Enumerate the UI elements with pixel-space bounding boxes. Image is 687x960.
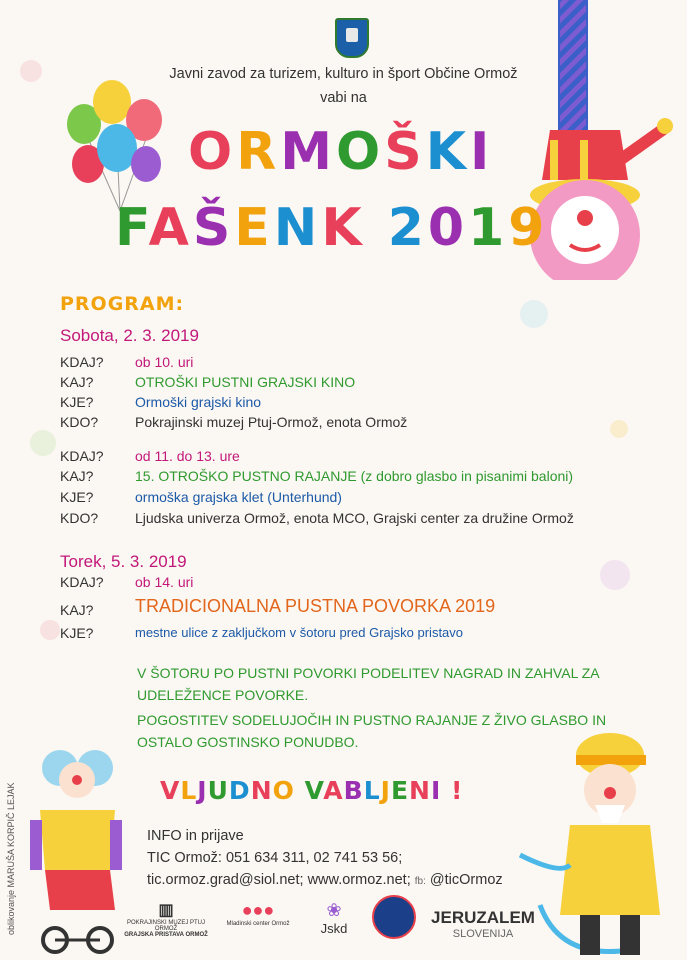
- title-letter: O: [336, 122, 385, 182]
- jeruzalem-logo: [428, 908, 538, 940]
- welcome-letter: [295, 776, 305, 805]
- info-email-web[interactable]: tic.ormoz.grad@siol.net; www.ormoz.net;: [147, 872, 411, 888]
- event1-what-value: OTROŠKI PUSTNI GRAJSKI KINO: [135, 374, 356, 390]
- fire-brigade-emblem-icon: [372, 895, 416, 939]
- welcome-letter: !: [450, 776, 464, 805]
- title-letter: R: [236, 122, 281, 182]
- info-phone: TIC Ormož: 051 634 311, 02 741 53 56;: [147, 850, 403, 866]
- balloons-illustration: [62, 76, 172, 216]
- title-letter: F: [115, 198, 149, 258]
- confetti-decoration: [520, 300, 548, 328]
- welcome-letter: V: [304, 776, 324, 805]
- invites-line: vabi na: [320, 90, 367, 106]
- event2-where-label: KJE?: [60, 489, 94, 505]
- welcome-letter: L: [180, 776, 198, 805]
- title-letter: 9: [508, 198, 549, 258]
- welcome-letter: J: [380, 776, 391, 805]
- parade-what-value: TRADICIONALNA PUSTNA POVORKA 2019: [135, 596, 496, 616]
- note-line-4: OSTALO GOSTINSKO PONUDBO.: [137, 734, 359, 750]
- title-letter: 2: [387, 198, 428, 258]
- note-line-1: V ŠOTORU PO PUSTNI POVORKI PODELITEV NAGRAD IN ZAHVAL ZA: [137, 665, 600, 681]
- day2-heading: Torek, 5. 3. 2019: [60, 552, 187, 571]
- event2-what-value: 15. OTROŠKO PUSTNO RAJANJE (z dobro glasbo in pisanimi baloni): [135, 468, 574, 484]
- mco-label: Mladinski center Ormož: [226, 921, 290, 927]
- title-letter: N: [273, 198, 322, 258]
- title-line-1: [188, 122, 493, 182]
- program-heading: PROGRAM:: [60, 293, 185, 315]
- welcome-letter: O: [272, 776, 295, 805]
- welcome-letter: U: [207, 776, 229, 805]
- jeruzalem-label: JERUZALEM: [431, 908, 535, 927]
- title-letter: E: [234, 198, 274, 258]
- municipality-crest-icon: [335, 18, 369, 58]
- title-letter: K: [321, 198, 366, 258]
- event1-where-label: KJE?: [60, 394, 94, 410]
- jskd-mark-icon: ❀: [326, 900, 342, 920]
- welcome-letter: N: [250, 776, 273, 805]
- welcome-letter: [441, 776, 451, 805]
- museum-mark-icon: ▥: [158, 902, 174, 919]
- title-letter: 0: [427, 198, 469, 258]
- event1-what-label: KAJ?: [60, 374, 94, 390]
- event2-who-value: Ljudska univerza Ormož, enota MCO, Grajski center za družine Ormož: [135, 510, 574, 526]
- event1-when-value: ob 10. uri: [135, 354, 194, 370]
- slovenija-label: SLOVENIJA: [452, 928, 514, 940]
- note-line-3: POGOSTITEV SODELUJOČIH IN PUSTNO RAJANJE Z ŽIVO GLASBO IN: [137, 712, 607, 728]
- parade-when-value: ob 14. uri: [135, 574, 194, 590]
- confetti-decoration: [30, 430, 56, 456]
- designer-credit: oblikovanje MARUŠA KORPIČ LEJAK: [6, 782, 16, 935]
- info-contacts: [147, 872, 503, 888]
- title-letter: A: [148, 198, 193, 258]
- welcome-letter: N: [409, 776, 431, 805]
- event2-who-label: KDO?: [60, 510, 99, 526]
- title-line-2: [115, 198, 548, 258]
- facebook-label: fb:: [414, 876, 426, 887]
- cyclist-clown-illustration: [20, 740, 130, 960]
- museum-line-2: GRAJSKA PRISTAVA ORMOŽ: [124, 932, 208, 938]
- parade-where-value: mestne ulice z zaključkom v šotoru pred Grajsko pristavo: [135, 625, 464, 640]
- organizer-line: Javni zavod za turizem, kulturo in šport Občine Ormož: [169, 66, 518, 82]
- info-heading: INFO in prijave: [147, 828, 244, 844]
- jskd-label: Jskd: [320, 921, 348, 936]
- mco-mark-icon: ●●●: [241, 900, 275, 920]
- welcome-letter: B: [343, 776, 364, 805]
- parade-where-label: KJE?: [60, 625, 94, 641]
- confetti-decoration: [600, 560, 630, 590]
- welcome-letter: E: [390, 776, 410, 805]
- event1-when-label: KDAJ?: [60, 354, 104, 370]
- event2-when-label: KDAJ?: [60, 448, 104, 464]
- note-line-2: UDELEŽENCE POVORKE.: [137, 687, 309, 703]
- museum-line-1: POKRAJINSKI MUZEJ PTUJ ORMOŽ: [126, 920, 205, 932]
- welcome-letter: J: [197, 776, 208, 805]
- event2-when-value: od 11. do 13. ure: [135, 448, 240, 464]
- jskd-logo: [305, 900, 363, 936]
- title-letter: [366, 198, 388, 258]
- fire-brigade-logo: [372, 895, 414, 939]
- parade-when-label: KDAJ?: [60, 574, 104, 590]
- title-letter: I: [469, 122, 494, 182]
- title-letter: 1: [468, 198, 509, 258]
- mco-logo: [222, 900, 294, 927]
- parade-what-label: KAJ?: [60, 602, 94, 618]
- event1-who-label: KDO?: [60, 414, 99, 430]
- title-letter: O: [188, 122, 237, 182]
- event1-where-value: Ormoški grajski kino: [135, 394, 262, 410]
- confetti-decoration: [40, 620, 60, 640]
- event1-who-value: Pokrajinski muzej Ptuj-Ormož, enota Ormož: [135, 414, 408, 430]
- welcome-letter: A: [323, 776, 344, 805]
- welcome-letter: D: [228, 776, 251, 805]
- event2-what-label: KAJ?: [60, 468, 94, 484]
- welcome-letter: V: [160, 776, 181, 805]
- welcome-letter: I: [430, 776, 442, 805]
- welcome-heading: [160, 776, 463, 805]
- event2-where-value: ormoška grajska klet (Unterhund): [135, 489, 342, 505]
- facebook-handle[interactable]: @ticOrmoz: [429, 872, 503, 888]
- title-letter: Š: [384, 122, 426, 182]
- confetti-decoration: [610, 420, 628, 438]
- title-letter: K: [425, 122, 470, 182]
- welcome-letter: L: [363, 776, 381, 805]
- title-letter: M: [280, 122, 337, 182]
- day1-heading: Sobota, 2. 3. 2019: [60, 326, 199, 345]
- title-letter: Š: [192, 198, 235, 258]
- museum-logo: [118, 900, 214, 938]
